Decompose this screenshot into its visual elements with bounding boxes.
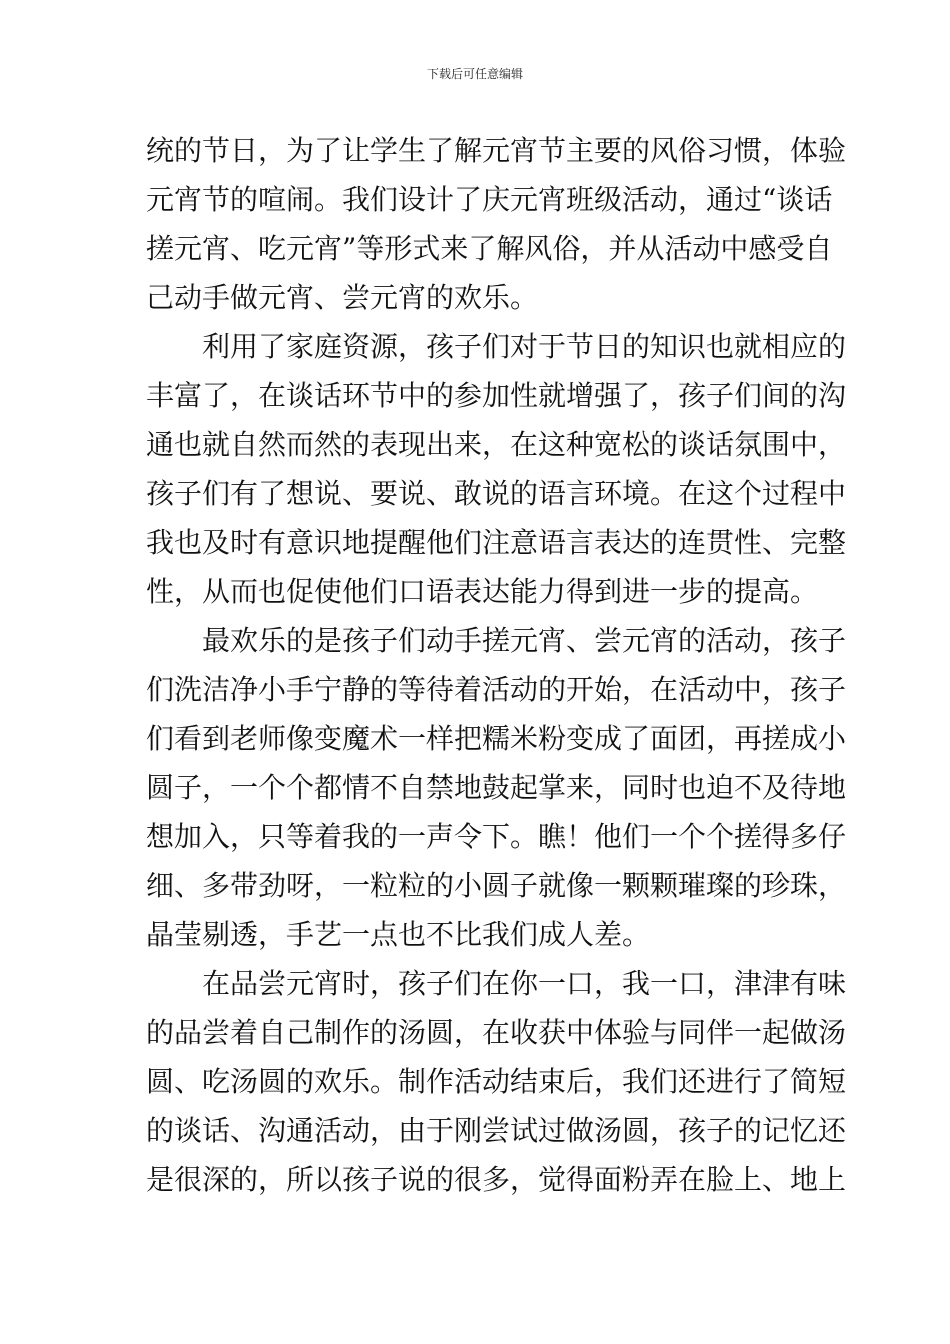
paragraph-3 bbox=[146, 616, 847, 959]
text-line: 利用了家庭资源，孩子们对于节日的知识也就相应的 bbox=[202, 330, 847, 363]
text-line: 圆、吃汤圆的欢乐。制作活动结束后，我们还进行了简短 bbox=[146, 1065, 847, 1098]
text-line: 元宵节的喧闹。我们设计了庆元宵班级活动，通过“谈话 bbox=[146, 183, 833, 216]
text-line: 丰富了，在谈话环节中的参加性就增强了，孩子们间的沟 bbox=[146, 379, 847, 412]
text-line: 搓元宵、吃元宵”等形式来了解风俗，并从活动中感受自 bbox=[146, 232, 833, 265]
text-line: 我也及时有意识地提醒他们注意语言表达的连贯性、完整 bbox=[146, 526, 847, 559]
text-line: 通也就自然而然的表现出来，在这种宽松的谈话氛围中， bbox=[146, 428, 847, 461]
text-line: 性，从而也促使他们口语表达能力得到进一步的提高。 bbox=[146, 575, 819, 608]
text-line: 细、多带劲呀，一粒粒的小圆子就像一颗颗璀璨的珍珠， bbox=[146, 869, 847, 902]
text-line: 晶莹剔透，手艺一点也不比我们成人差。 bbox=[146, 918, 651, 951]
text-line: 是很深的，所以孩子说的很多，觉得面粉弄在脸上、地上 bbox=[146, 1163, 847, 1196]
paragraph-4 bbox=[146, 959, 847, 1204]
text-line: 圆子，一个个都情不自禁地鼓起掌来，同时也迫不及待地 bbox=[146, 771, 847, 804]
text-line: 在品尝元宵时，孩子们在你一口，我一口，津津有味 bbox=[202, 967, 847, 1000]
text-line: 统的节日，为了让学生了解元宵节主要的风俗习惯，体验 bbox=[146, 134, 847, 167]
paragraph-1 bbox=[146, 126, 847, 322]
paragraph-2 bbox=[146, 322, 847, 616]
text-line: 们洗洁净小手宁静的等待着活动的开始，在活动中，孩子 bbox=[146, 673, 847, 706]
text-line: 孩子们有了想说、要说、敢说的语言环境。在这个过程中 bbox=[146, 477, 847, 510]
text-line: 的品尝着自己制作的汤圆，在收获中体验与同伴一起做汤 bbox=[146, 1016, 847, 1049]
text-line: 想加入，只等着我的一声令下。瞧！他们一个个搓得多仔 bbox=[146, 820, 847, 853]
text-line: 们看到老师像变魔术一样把糯米粉变成了面团，再搓成小 bbox=[146, 722, 847, 755]
page-header: 下载后可任意编辑 bbox=[426, 67, 523, 81]
document-body bbox=[146, 126, 847, 1204]
text-line: 己动手做元宵、尝元宵的欢乐。 bbox=[146, 281, 539, 314]
text-line: 最欢乐的是孩子们动手搓元宵、尝元宵的活动，孩子 bbox=[202, 624, 847, 657]
text-line: 的谈话、沟通活动，由于刚尝试过做汤圆，孩子的记忆还 bbox=[146, 1114, 847, 1147]
